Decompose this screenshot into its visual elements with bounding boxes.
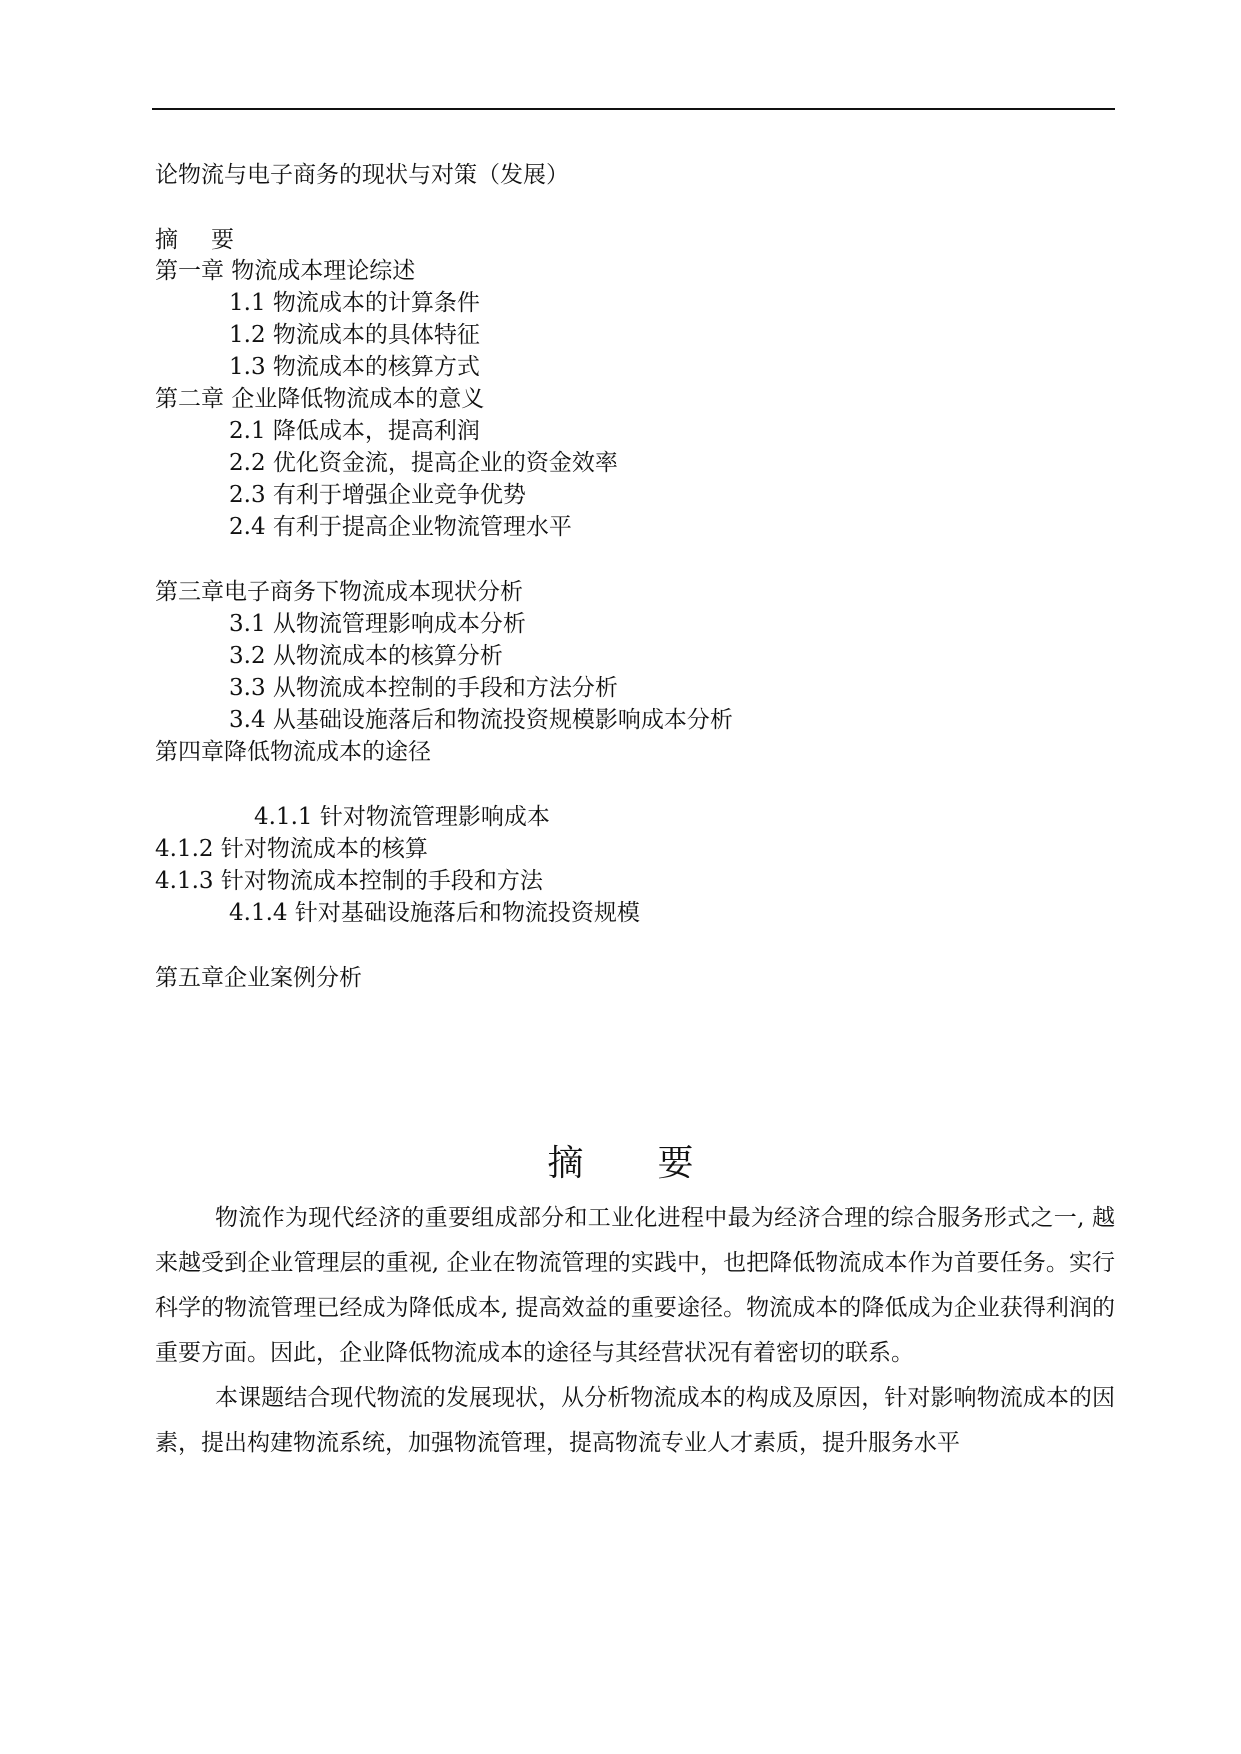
document-title: 论物流与电子商务的现状与对策（发展） bbox=[155, 162, 569, 188]
toc-section-4-1-3: 4.1.3 针对物流成本控制的手段和方法 bbox=[155, 868, 543, 894]
abstract-paragraph-1: 物流作为现代经济的重要组成部分和工业化进程中最为经济合理的综合服务形式之一, 越来越受到企业管理层的重视, 企业在物流管理的实践中，也把降低物流成本作为首要任务。实行科学的物流管理已经成为降低成本, 提高效益的重要途径。物流成本的降低成为企业获得利润的重要方面。因此，企业降低物流成本的途径与其经营状况有着密切的联系。 bbox=[155, 1205, 1115, 1366]
abstract-body bbox=[155, 1196, 1115, 1466]
toc-abstract-char-1: 摘 bbox=[155, 227, 178, 253]
toc-section-4-1-4: 4.1.4 针对基础设施落后和物流投资规模 bbox=[229, 900, 640, 926]
toc-chapter-5: 第五章企业案例分析 bbox=[155, 965, 362, 991]
abstract-heading bbox=[0, 1140, 1241, 1188]
abstract-heading-char-2: 要 bbox=[657, 1143, 694, 1184]
toc-section-1-2: 1.2 物流成本的具体特征 bbox=[229, 322, 480, 348]
toc-abstract-entry bbox=[155, 225, 234, 255]
toc-section-4-1-2: 4.1.2 针对物流成本的核算 bbox=[155, 836, 428, 862]
toc-section-2-1: 2.1 降低成本，提高利润 bbox=[229, 418, 480, 444]
toc-abstract-char-2: 要 bbox=[211, 227, 234, 253]
toc-chapter-1: 第一章 物流成本理论综述 bbox=[155, 258, 416, 284]
header-rule bbox=[152, 108, 1115, 110]
toc-section-3-3: 3.3 从物流成本控制的手段和方法分析 bbox=[229, 675, 618, 701]
toc-section-1-1: 1.1 物流成本的计算条件 bbox=[229, 290, 480, 316]
toc-section-3-1: 3.1 从物流管理影响成本分析 bbox=[229, 611, 526, 637]
abstract-paragraph-2: 本课题结合现代物流的发展现状，从分析物流成本的构成及原因，针对影响物流成本的因素，提出构建物流系统，加强物流管理，提高物流专业人才素质，提升服务水平 bbox=[155, 1385, 1115, 1456]
toc-section-1-3: 1.3 物流成本的核算方式 bbox=[229, 354, 480, 380]
toc-chapter-2: 第二章 企业降低物流成本的意义 bbox=[155, 386, 485, 412]
toc-section-3-4: 3.4 从基础设施落后和物流投资规模影响成本分析 bbox=[229, 707, 733, 733]
toc-section-3-2: 3.2 从物流成本的核算分析 bbox=[229, 643, 503, 669]
toc-section-2-4: 2.4 有利于提高企业物流管理水平 bbox=[229, 514, 572, 540]
abstract-heading-char-1: 摘 bbox=[547, 1143, 584, 1184]
toc-chapter-3: 第三章电子商务下物流成本现状分析 bbox=[155, 579, 523, 605]
toc-chapter-4: 第四章降低物流成本的途径 bbox=[155, 739, 431, 765]
toc-section-2-3: 2.3 有利于增强企业竞争优势 bbox=[229, 482, 526, 508]
toc-section-4-1-1: 4.1.1 针对物流管理影响成本 bbox=[254, 804, 550, 830]
toc-section-2-2: 2.2 优化资金流，提高企业的资金效率 bbox=[229, 450, 618, 476]
